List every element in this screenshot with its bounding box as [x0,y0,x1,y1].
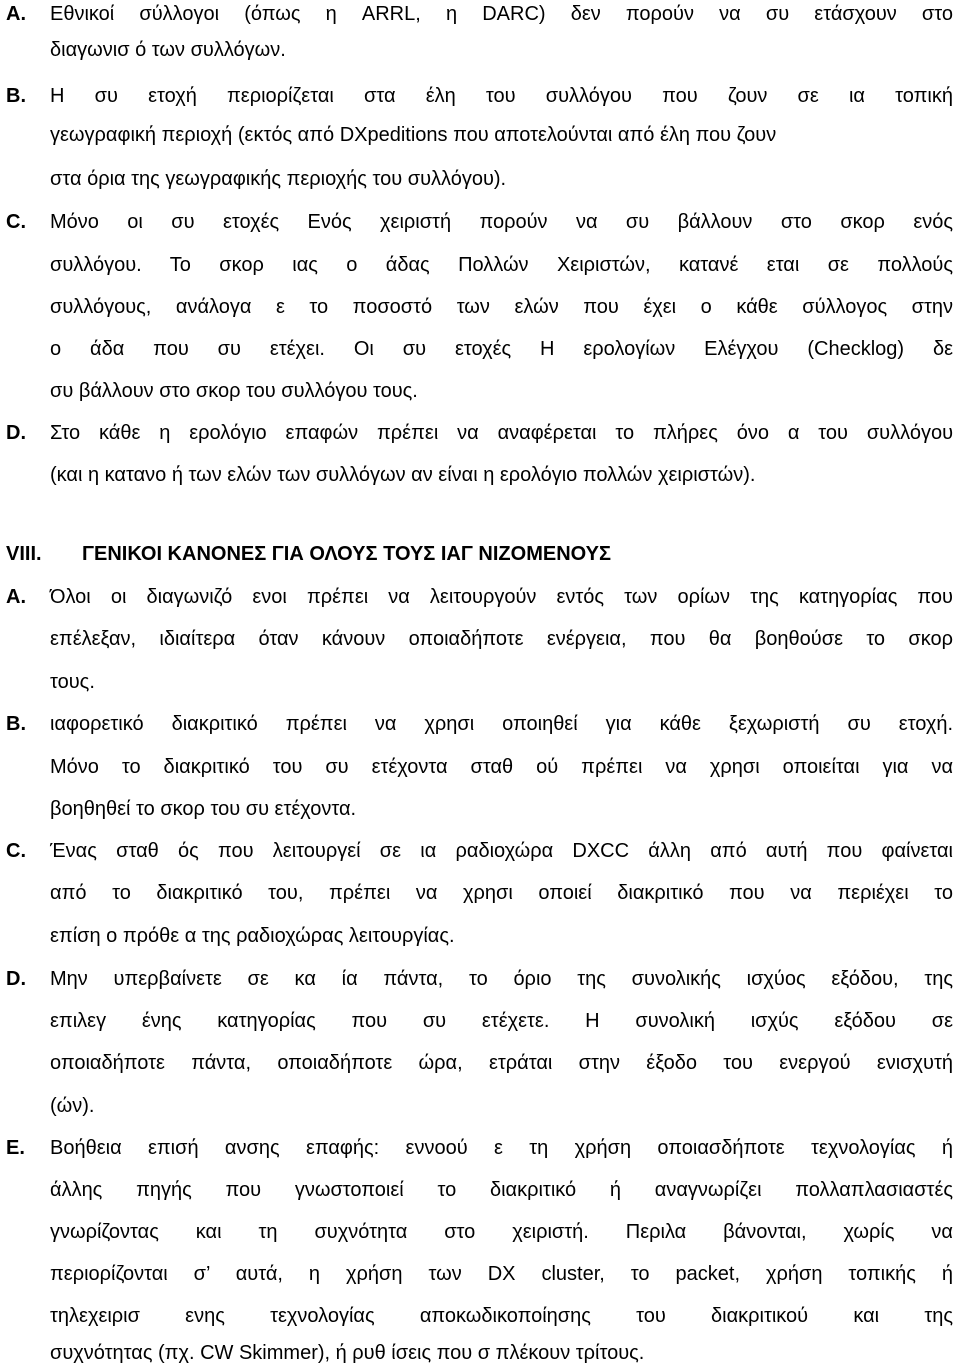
item-text-line: Όλοι οι διαγωνιζό ενοι πρέπει να λειτουργούν εντός των ορίων της κατηγορίας που [50,586,953,608]
item-label: A. [6,3,26,25]
item-text-line: επιλεγ ένης κατηγορίας που συ ετέχετε. Η συνολική ισχύς εξόδου σε [50,1010,953,1032]
item-text-line: στα όρια της γεωγραφικής περιοχής του συλλόγου). [50,168,507,190]
item-text-line: (ών). [50,1095,95,1117]
item-text-line: τηλεχειρισ ενης τεχνολογίας αποκωδικοποίησης του διακριτικού και της [50,1305,953,1327]
item-text-line: γνωρίζοντας και τη συχνότητα στο χειριστή. Περιλα βάνονται, χωρίς να [50,1221,953,1243]
item-text-line: (και η κατανο ή των ελών των συλλόγων αν είναι η ερολόγιο πολλών χειριστών). [50,464,756,486]
item-text-line: Εθνικοί σύλλογοι (όπως η ARRL, η DARC) δεν πορούν να συ ετάσχουν στο [50,3,953,25]
item-text-line: Μην υπερβαίνετε σε κα ία πάντα, το όριο της συνολικής ισχύος εξόδου, της [50,968,953,990]
item-text-line: περιορίζονται σ’ αυτά, η χρήση των DX cluster, το packet, χρήση τοπικής ή [50,1263,953,1285]
item-label: D. [6,968,26,990]
item-text-line: Ένας σταθ ός που λειτουργεί σε ια ραδιοχώρα DXCC άλλη από αυτή που φαίνεται [50,840,953,862]
item-text-line: οποιαδήποτε πάντα, οποιαδήποτε ώρα, ετράται στην έξοδο του ενεργού ενισχυτή [50,1052,953,1074]
item-text-line: επίση ο πρόθε α της ραδιοχώρας λειτουργίας. [50,925,455,947]
item-text-line: βοηθηθεί το σκορ του συ ετέχοντα. [50,798,357,820]
item-text-line: άλλης πηγής που γνωστοποιεί το διακριτικό ή αναγνωρίζει πολλαπλασιαστές [50,1179,953,1201]
item-text-line: Μόνο οι συ ετοχές Ενός χειριστή πορούν να συ βάλλουν στο σκορ ενός [50,211,953,233]
item-text-line: από το διακριτικό του, πρέπει να χρησι οποιεί διακριτικό που να περιέχει το [50,882,953,904]
item-text-line: συλλόγους, ανάλογα ε το ποσοστό των ελών που έχει ο κάθε σύλλογος στην [50,296,953,318]
section-title: ΓΕΝΙΚΟΙ ΚΑΝΟΝΕΣ ΓΙΑ ΟΛΟΥΣ ΤΟΥΣ ΙΑΓ ΝΙΖΟΜΕΝΟΥΣ [82,543,611,565]
item-text-line: διαγωνισ ό των συλλόγων. [50,39,286,61]
item-text-line: τους. [50,671,95,693]
item-text-line: γεωγραφική περιοχή (εκτός από DXpeditions που αποτελούνται από έλη που ζουν [50,124,777,146]
item-text-line: Βοήθεια επισή ανσης επαφής: εννοού ε τη χρήση οποιασδήποτε τεχνολογίας ή [50,1137,953,1159]
item-label: E. [6,1137,25,1159]
item-label: C. [6,211,26,233]
item-label: C. [6,840,26,862]
item-text-line: Μόνο το διακριτικό του συ ετέχοντα σταθ ού πρέπει να χρησι οποιείται για να [50,756,953,778]
item-text-line: ιαφορετικό διακριτικό πρέπει να χρησι οποιηθεί για κάθε ξεχωριστή συ ετοχή. [50,713,953,735]
item-text-line: ο άδα που συ ετέχει. Οι συ ετοχές Η ερολογίων Ελέγχου (Checklog) δε [50,338,953,360]
section-number: VIII. [6,543,42,565]
item-text-line: επέλεξαν, ιδιαίτερα όταν κάνουν οποιαδήποτε ενέργεια, που θα βοηθούσε το σκορ [50,628,953,650]
item-label: B. [6,713,26,735]
item-text-line: συλλόγου. Το σκορ ιας ο άδας Πολλών Χειριστών, κατανέ εται σε πολλούς [50,254,953,276]
item-label: A. [6,586,26,608]
item-text-line: συ βάλλουν στο σκορ του συλλόγου τους. [50,380,418,402]
item-label: B. [6,85,26,107]
item-label: D. [6,422,26,444]
item-text-line: Η συ ετοχή περιορίζεται στα έλη του συλλόγου που ζουν σε ια τοπική [50,85,953,107]
item-text-line: Στο κάθε η ερολόγιο επαφών πρέπει να αναφέρεται το πλήρες όνο α του συλλόγου [50,422,953,444]
item-text-line: συχνότητας (πχ. CW Skimmer), ή ρυθ ίσεις που σ πλέκουν τρίτους. [50,1342,645,1364]
